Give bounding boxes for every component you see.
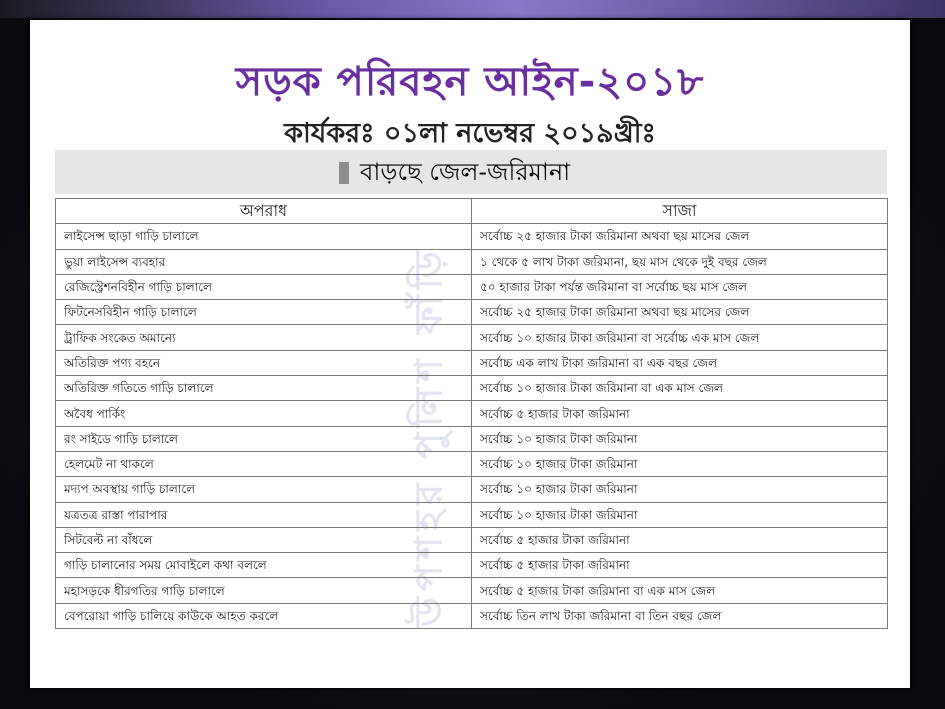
table-row	[56, 350, 888, 375]
penalty-cell: সর্বোচ্চ ২৫ হাজার টাকা জরিমানা অথবা ছয় মাসের জেল	[472, 300, 888, 325]
table-row	[56, 224, 888, 249]
document-card	[30, 20, 910, 688]
penalty-cell: সর্বোচ্চ তিন লাখ টাকা জরিমানা বা তিন বছর জেল	[472, 603, 888, 628]
table-row	[56, 401, 888, 426]
penalty-cell: সর্বোচ্চ ১০ হাজার টাকা জরিমানা	[472, 477, 888, 502]
penalty-cell: সর্বোচ্চ ১০ হাজার টাকা জরিমানা বা এক মাস জেল	[472, 376, 888, 401]
table-row	[56, 300, 888, 325]
penalty-cell: সর্বোচ্চ ১০ হাজার টাকা জরিমানা	[472, 426, 888, 451]
penalty-cell: সর্বোচ্চ ৫ হাজার টাকা জরিমানা	[472, 527, 888, 552]
offense-cell: মদ্যপ অবস্থায় গাড়ি চালালে	[56, 477, 472, 502]
penalty-cell: সর্বোচ্চ ১০ হাজার টাকা জরিমানা	[472, 451, 888, 476]
penalty-cell: সর্বোচ্চ ৫ হাজার টাকা জরিমানা বা এক মাস জেল	[472, 578, 888, 603]
offense-cell: ফিটনেসবিহীন গাড়ি চালালে	[56, 300, 472, 325]
header-offense: অপরাধ	[56, 199, 472, 224]
offense-cell: রং সাইডে গাড়ি চালালে	[56, 426, 472, 451]
watermark-text: উপশহর পুলিশ ফাঁড়ি	[407, 245, 451, 627]
offense-cell: রেজিস্ট্রেশনবিহীন গাড়ি চালালে	[56, 274, 472, 299]
penalty-cell: সর্বোচ্চ ৫ হাজার টাকা জরিমানা	[472, 553, 888, 578]
table-row	[56, 527, 888, 552]
offense-cell: অতিরিক্ত পণ্য বহনে	[56, 350, 472, 375]
offense-cell: ভুয়া লাইসেন্স ব্যবহার	[56, 249, 472, 274]
offense-cell: মহাসড়কে ধীরগতির গাড়ি চালালে	[56, 578, 472, 603]
offense-cell: যত্রতত্র রাস্তা পারাপার	[56, 502, 472, 527]
penalty-cell: সর্বোচ্চ ৫ হাজার টাকা জরিমানা	[472, 401, 888, 426]
offense-cell: গাড়ি চালানোর সময় মোবাইলে কথা বললে	[56, 553, 472, 578]
penalty-table	[55, 198, 888, 629]
penalty-cell: সর্বোচ্চ এক লাখ টাকা জরিমানা বা এক বছর জেল	[472, 350, 888, 375]
penalty-cell: সর্বোচ্চ ১০ হাজার টাকা জরিমানা বা সর্বোচ্চ এক মাস জেল	[472, 325, 888, 350]
offense-cell: বেপরোয়া গাড়ি চালিয়ে কাউকে আহত করলে	[56, 603, 472, 628]
table-row	[56, 274, 888, 299]
offense-cell: সিটবেল্ট না বাঁধলে	[56, 527, 472, 552]
offense-cell: অতিরিক্ত গতিতে গাড়ি চালালে	[56, 376, 472, 401]
banner-marker-icon	[339, 162, 349, 184]
banner-heading: বাড়ছে জেল-জরিমানা	[360, 158, 571, 186]
table-row	[56, 502, 888, 527]
offense-cell: অবৈধ পার্কিং	[56, 401, 472, 426]
penalty-cell: ১ থেকে ৫ লাখ টাকা জরিমানা, ছয় মাস থেকে দুই বছর জেল	[472, 249, 888, 274]
offense-cell: লাইসেন্স ছাড়া গাড়ি চালালে	[56, 224, 472, 249]
table-row	[56, 376, 888, 401]
table-row	[56, 477, 888, 502]
table-row	[56, 553, 888, 578]
table-row	[56, 249, 888, 274]
table-row	[56, 578, 888, 603]
effective-date: কার্যকরঃ ০১লা নভেম্বর ২০১৯খ্রীঃ	[284, 118, 656, 149]
penalty-cell: সর্বোচ্চ ২৫ হাজার টাকা জরিমানা অথবা ছয় মাসের জেল	[472, 224, 888, 249]
section-banner	[55, 150, 887, 194]
offense-cell: ট্রাফিক সংকেত অমান্যে	[56, 325, 472, 350]
penalty-cell: সর্বোচ্চ ১০ হাজার টাকা জরিমানা	[472, 502, 888, 527]
penalty-cell: ৫০ হাজার টাকা পর্যন্ত জরিমানা বা সর্বোচ্চ ছয় মাস জেল	[472, 274, 888, 299]
top-edge-glow	[0, 0, 945, 18]
page-title: সড়ক পরিবহন আইন-২০১৮	[235, 59, 705, 105]
table-row	[56, 603, 888, 628]
header-penalty: সাজা	[472, 199, 888, 224]
offense-cell: হেলমেট না থাকলে	[56, 451, 472, 476]
table-row	[56, 325, 888, 350]
table-header-row	[56, 199, 888, 224]
table-row	[56, 426, 888, 451]
table-row	[56, 451, 888, 476]
